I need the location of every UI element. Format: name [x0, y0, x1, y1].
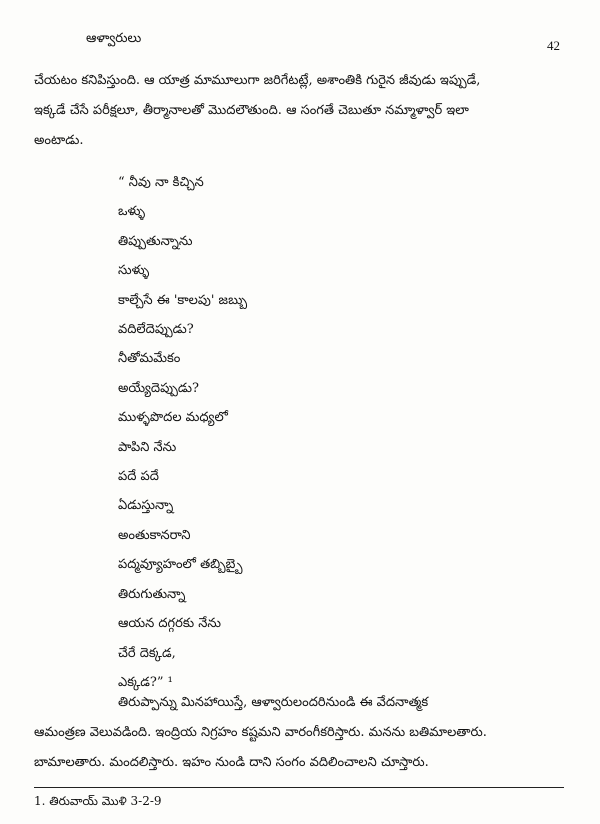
verse-line: చేరే దెక్కడ, [118, 645, 176, 661]
page-number: 42 [547, 38, 560, 53]
verse-line: ఒళ్ళు [118, 204, 146, 220]
verse-line: వదిలేదెప్పుడు? [118, 322, 194, 338]
verse-line: “ నీవు నా కిచ్చిన [118, 175, 204, 190]
paragraph-line: చేయటం కనిపిస్తుంది. ఆ యాత్ర మామూలుగా జరిగేటట్లే, అశాంతికి గురైన జీవుడు ఇప్పుడే, [34, 73, 481, 88]
verse-line: అయ్యేదెప్పుడు? [118, 380, 200, 396]
closing-paragraph [34, 688, 564, 778]
running-title: ఆళ్వారులు [86, 31, 142, 46]
footnote-divider [34, 787, 564, 788]
verse-line: ఆయన దగ్గరకు నేను [118, 616, 221, 632]
paragraph-line: ఆమంత్రణ వెలువడింది. ఇంద్రియ నిగ్రహం కష్టమని వారంగీకరిస్తారు. మనను బతిమాలతారు. [34, 725, 487, 740]
intro-paragraph [34, 66, 564, 156]
verse-line: పద్మవ్యూహంలో తబ్బిబ్బై [118, 557, 243, 573]
paragraph-line: బామాలతారు. మందలిస్తారు. ఇహం నుండి దాని సంగం వదిలించాలని చూస్తారు. [34, 755, 429, 770]
verse-line: తిరుగుతున్నా [118, 586, 186, 602]
verse-line: పదే పదే [118, 469, 159, 485]
paragraph-line: తిరుప్పాన్ను మినహాయిస్తే, ఆళ్వారులందరినుండి ఈ వేదనాత్మక [118, 695, 429, 710]
paragraph-line: ఇక్కడే చేసే పరీక్షలూ, తీర్మానాలతో మొదలౌతుంది. ఆ సంగతే చెబుతూ నమ్మాళ్వార్ ఇలా [34, 103, 469, 118]
verse-line: నీతోమమేకం [118, 351, 181, 367]
verse-line: తిప్పుతున్నాను [118, 233, 193, 249]
verse-line: కాల్చేసే ఈ 'కాలపు' జబ్బు [118, 292, 248, 308]
paragraph-line: అంటాడు. [34, 133, 84, 148]
verse-line: అంతుకానరాని [118, 527, 191, 543]
verse-block [118, 168, 247, 697]
verse-line: ముళ్ళపొదల మధ్యలో [118, 410, 228, 426]
footnote: 1. తిరువాయ్ మొళి 3-2-9 [34, 794, 162, 808]
verse-line: ఎక్కడ?” ¹ [118, 674, 173, 690]
verse-line: పాపిని నేను [118, 439, 177, 455]
verse-line: సుళ్ళు [118, 263, 150, 279]
verse-line: ఏడుస్తున్నా [118, 498, 174, 514]
